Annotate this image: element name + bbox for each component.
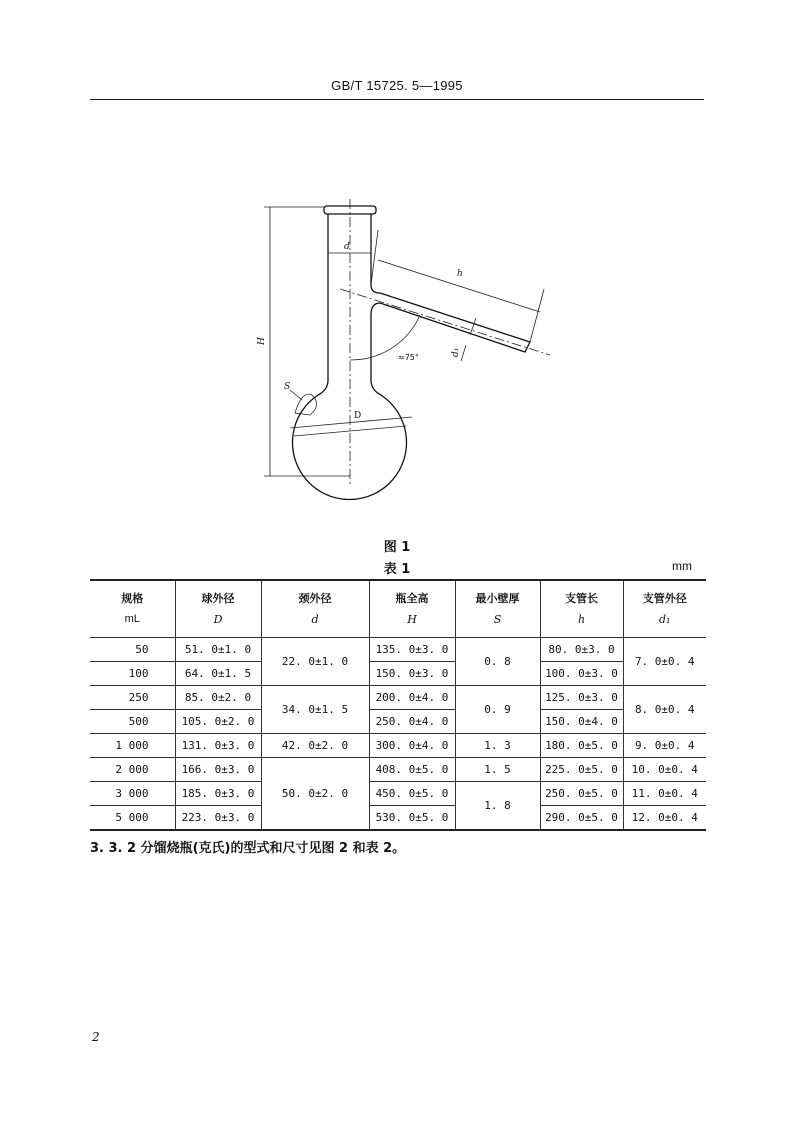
label-H: H bbox=[257, 337, 267, 345]
table-row bbox=[90, 782, 706, 806]
cell-d1: 7. 0±0. 4 bbox=[623, 638, 706, 686]
cell-H: 250. 0±4. 0 bbox=[369, 710, 455, 734]
col-header-H: 瓶全高 H bbox=[369, 580, 455, 638]
cell-D: 51. 0±1. 0 bbox=[175, 638, 261, 662]
label-h: h bbox=[457, 269, 463, 279]
cell-d1: 9. 0±0. 4 bbox=[623, 734, 706, 758]
cell-S: 1. 5 bbox=[455, 758, 540, 782]
cell-H: 135. 0±3. 0 bbox=[369, 638, 455, 662]
table-header-row bbox=[90, 580, 706, 638]
cell-spec: 250 bbox=[90, 686, 175, 710]
figure-caption: 图 1 bbox=[383, 540, 411, 555]
cell-H: 300. 0±4. 0 bbox=[369, 734, 455, 758]
cell-D: 105. 0±2. 0 bbox=[175, 710, 261, 734]
cell-S: 1. 3 bbox=[455, 734, 540, 758]
cell-h: 100. 0±3. 0 bbox=[540, 662, 623, 686]
cell-h: 180. 0±5. 0 bbox=[540, 734, 623, 758]
label-d1: d₁ bbox=[451, 347, 461, 357]
cell-d1: 10. 0±0. 4 bbox=[623, 758, 706, 782]
table-row bbox=[90, 758, 706, 782]
table-row bbox=[90, 638, 706, 662]
cell-h: 80. 0±3. 0 bbox=[540, 638, 623, 662]
col-header-d1: 支管外径 d₁ bbox=[623, 580, 706, 638]
label-D: D bbox=[354, 411, 362, 421]
cell-d1: 11. 0±0. 4 bbox=[623, 782, 706, 806]
unit-label: mm bbox=[672, 559, 692, 573]
side-tube-top bbox=[371, 285, 530, 342]
cell-S: 0. 9 bbox=[455, 686, 540, 734]
table-row bbox=[90, 686, 706, 710]
cell-H: 530. 0±5. 0 bbox=[369, 806, 455, 831]
cell-d1: 8. 0±0. 4 bbox=[623, 686, 706, 734]
label-d: d bbox=[344, 242, 350, 252]
cell-d: 22. 0±1. 0 bbox=[261, 638, 369, 686]
cell-S: 1. 8 bbox=[455, 782, 540, 831]
dim-d1-tick2 bbox=[461, 345, 466, 361]
cell-spec: 50 bbox=[90, 638, 175, 662]
cell-spec: 100 bbox=[90, 662, 175, 686]
dim-S-leader bbox=[290, 390, 302, 400]
dim-d1-tick1 bbox=[470, 318, 476, 335]
cell-S: 0. 8 bbox=[455, 638, 540, 686]
side-tube-bottom bbox=[371, 303, 525, 352]
page-number: 2 bbox=[92, 1030, 100, 1044]
cell-D: 185. 0±3. 0 bbox=[175, 782, 261, 806]
dim-D-line bbox=[290, 417, 412, 428]
label-S: S bbox=[284, 382, 291, 392]
bulb bbox=[293, 380, 407, 500]
cell-h: 125. 0±3. 0 bbox=[540, 686, 623, 710]
cell-h: 150. 0±4. 0 bbox=[540, 710, 623, 734]
dim-h-ext2 bbox=[530, 289, 544, 342]
cell-spec: 1 000 bbox=[90, 734, 175, 758]
table-caption: 表 1 bbox=[383, 562, 411, 577]
cell-spec: 2 000 bbox=[90, 758, 175, 782]
cell-d: 50. 0±2. 0 bbox=[261, 758, 369, 831]
cell-spec: 5 000 bbox=[90, 806, 175, 831]
flask-drawing bbox=[240, 185, 570, 505]
cell-D: 166. 0±3. 0 bbox=[175, 758, 261, 782]
cell-D: 131. 0±3. 0 bbox=[175, 734, 261, 758]
cell-spec: 500 bbox=[90, 710, 175, 734]
table-row bbox=[90, 734, 706, 758]
section-note: 3. 3. 2 分馏烧瓶(克氏)的型式和尺寸见图 2 和表 2。 bbox=[90, 841, 406, 856]
dim-h-ext1 bbox=[371, 230, 378, 285]
col-header-d: 颈外径 d bbox=[261, 580, 369, 638]
cell-h: 250. 0±5. 0 bbox=[540, 782, 623, 806]
cell-H: 450. 0±5. 0 bbox=[369, 782, 455, 806]
cell-d: 42. 0±2. 0 bbox=[261, 734, 369, 758]
cell-h: 225. 0±5. 0 bbox=[540, 758, 623, 782]
table-row bbox=[90, 662, 706, 686]
cell-H: 150. 0±3. 0 bbox=[369, 662, 455, 686]
dim-h-line bbox=[378, 260, 540, 312]
col-header-h: 支管长 h bbox=[540, 580, 623, 638]
cell-H: 408. 0±5. 0 bbox=[369, 758, 455, 782]
header-rule bbox=[90, 99, 704, 100]
page-header: GB/T 15725. 5—1995 bbox=[331, 78, 463, 93]
cell-D: 223. 0±3. 0 bbox=[175, 806, 261, 831]
col-header-D: 球外径 D bbox=[175, 580, 261, 638]
cell-h: 290. 0±5. 0 bbox=[540, 806, 623, 831]
dimensions-table bbox=[90, 579, 706, 831]
col-header-spec: 规格 mL bbox=[90, 580, 175, 638]
cell-H: 200. 0±4. 0 bbox=[369, 686, 455, 710]
col-header-S: 最小壁厚 S bbox=[455, 580, 540, 638]
table-row bbox=[90, 710, 706, 734]
cell-d: 34. 0±1. 5 bbox=[261, 686, 369, 734]
cell-D: 64. 0±1. 5 bbox=[175, 662, 261, 686]
label-angle: ≈75° bbox=[398, 353, 419, 362]
cell-spec: 3 000 bbox=[90, 782, 175, 806]
cell-d1: 12. 0±0. 4 bbox=[623, 806, 706, 831]
table-row bbox=[90, 806, 706, 831]
cell-D: 85. 0±2. 0 bbox=[175, 686, 261, 710]
